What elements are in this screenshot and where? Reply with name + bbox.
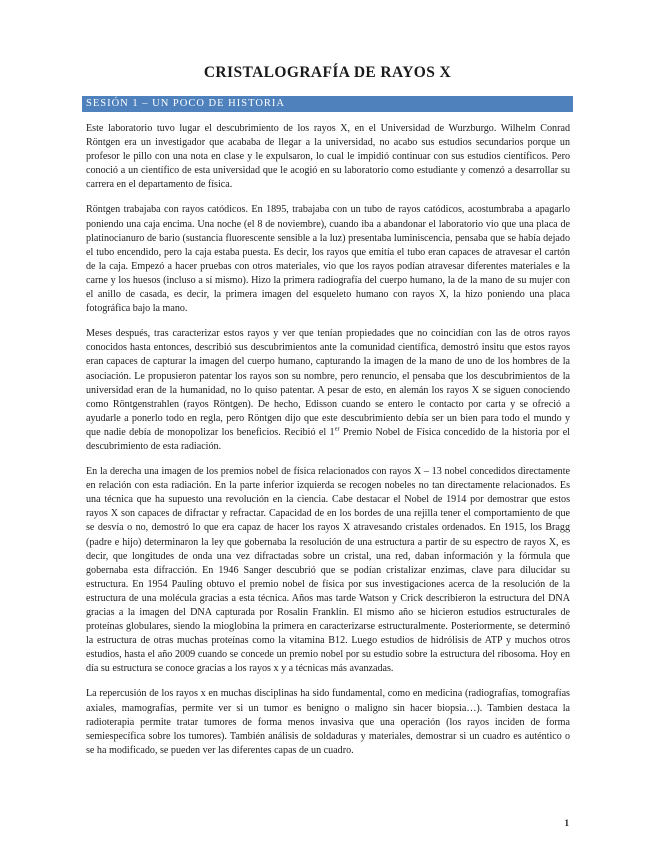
- paragraph-3: Meses después, tras caracterizar estos rayos y ver que tenían propiedades que no coincidían con las de otros rayos conocidos hasta entonces, describió sus descubrimientos ante la comunidad científica, demostró insitu que estos rayos eran capaces de capturar la imagen del cuerpo humano, capturando la imagen de la mano de uno de los hombres de la asociación. Le propusieron patentar los rayos son su nombre, pero renuncio, el pensaba que los descubrimientos de la universidad eran de la humanidad, no lo quiso patentar. A pesar de esto, en alemán los rayos X se siguen conociendo como Röntgenstrahlen (rayos Röntgen). De hecho, Edisson cuando se entero le contacto por carta y se ofreció a ayudarle a ponerlo todo en regla, pero Röntgen dijo que este descubrimiento debía ser un bien para todo el mundo y que nadie debía de monopolizar los beneficios. Recibió el 1er Premio Nobel de Física concedido de la historia por el descubrimiento de esta radiación.: [86, 328, 570, 452]
- page-number: 1: [564, 818, 569, 828]
- document-body: [86, 122, 570, 769]
- paragraph-4: En la derecha una imagen de los premios nobel de física relacionados con rayos X – 13 nobel concedidos directamente en relación con esta radiación. En la parte inferior izquierda se recogen nobeles no tan directamente relacionados. Es una técnica que ha supuesto una revolución en la ciencia. Cabe destacar el Nobel de 1914 por demostrar que estos rayos X son capaces de difractar y refractar. Capacidad de en los bordes de una rejilla tener el comportamiento de que se desvía o no, demostró lo que era capaz de hacer los rayos X atravesando cristales ordenados. En 1915, los Bragg (padre e hijo) determinaron la ley que gobernaba la resolución de una estructura a partir de su espectro de rayos X, es decir, que longitudes de onda una vez difractadas sobre un cristal, una red, daban información y la fórmula que gobernaba esta difracción. En 1946 Sanger descubrió que se podían cristalizar enzimas, clave para dilucidar su estructura. En 1954 Pauling obtuvo el premio nobel de física por sus investigaciones acerca de la resolución de la estructura de una molécula gracias a esta técnica. Años mas tarde Watson y Crick describieron la estructura del DNA gracias a la imagen del DNA capturada por Rosalin Franklin. El mismo año se hicieron estudios estructurales de proteínas globulares, siendo la mioglobina la primera en caracterizarse estructuralmente. Posteriormente, se determinó la estructura de otras muchas proteínas como la vitamina B12. Luego estudios de hidrólisis de ATP y muchos otros estudios, hasta el año 2009 cuando se concede un premio nobel por su estudio sobre la estructura del ribosoma. Hoy en día su estructura se conoce gracias a los rayos x y a técnicas más avanzadas.: [86, 466, 570, 675]
- paragraph-2: Röntgen trabajaba con rayos catódicos. En 1895, trabajaba con un tubo de rayos catódicos, acostumbraba a apagarlo poniendo una caja encima. Una noche (el 8 de noviembre), cuando iba a abandonar el laboratorio vio que una placa de platinocianuro de bario (sustancia fluorescente sensible a la luz) presentaba luminiscencia, pensaba que se había dejado el tubo encendido, pero la caja estaba puesta. Es decir, los rayos que emitía el tubo eran capaces de atravesar el cartón de la caja. Empezó a hacer pruebas con otros materiales, vio que los rayos podían atravesar diferentes materiales e la carne y los huesos (incluso a sí mismo). Hizo la primera radiografía del cuerpo humano, la de la mano de su mujer con el anillo de casada, es decir, la primera imagen del esqueleto humano con rayos X, la hizo poniendo una placa fotográfica bajo la mano.: [86, 204, 570, 315]
- paragraph-1: Este laboratorio tuvo lugar el descubrimiento de los rayos X, en el Universidad de Wurzburgo. Wilhelm Conrad Röntgen era un investigador que acababa de llegar a la universidad, no acabo sus estudios secundarios porque un profesor le pillo con una nota en clase y le expulsaron, lo cual le impidió continuar con sus estudios científicos. Pero conoció a un científico de esta universidad que le acogió en su laboratorio como estudiante y comenzó a desarrollar su carrera en el departamento de física.: [86, 123, 570, 191]
- document-title: CRISTALOGRAFÍA DE RAYOS X: [203, 64, 452, 81]
- section-heading: SESIÓN 1 – UN POCO DE HISTORIA: [82, 96, 573, 112]
- ordinal-superscript: er: [334, 425, 340, 433]
- paragraph-5: La repercusión de los rayos x en muchas disciplinas ha sido fundamental, como en medicina (radiografías, tomografías axiales, mamografías, permite ver si un tumor es benigno o maligno sin hacer biopsia…). Tambien destaca la radioterapia permite tratar tumores de forma menos invasiva que una operación (los rayos inciden de forma semiespecífica sobre los tumores). También análisis de soldaduras y materiales, demostrar si un cuadro es auténtico o se ha modificado, se pueden ver las diferentes capas de un cuadro.: [86, 688, 570, 756]
